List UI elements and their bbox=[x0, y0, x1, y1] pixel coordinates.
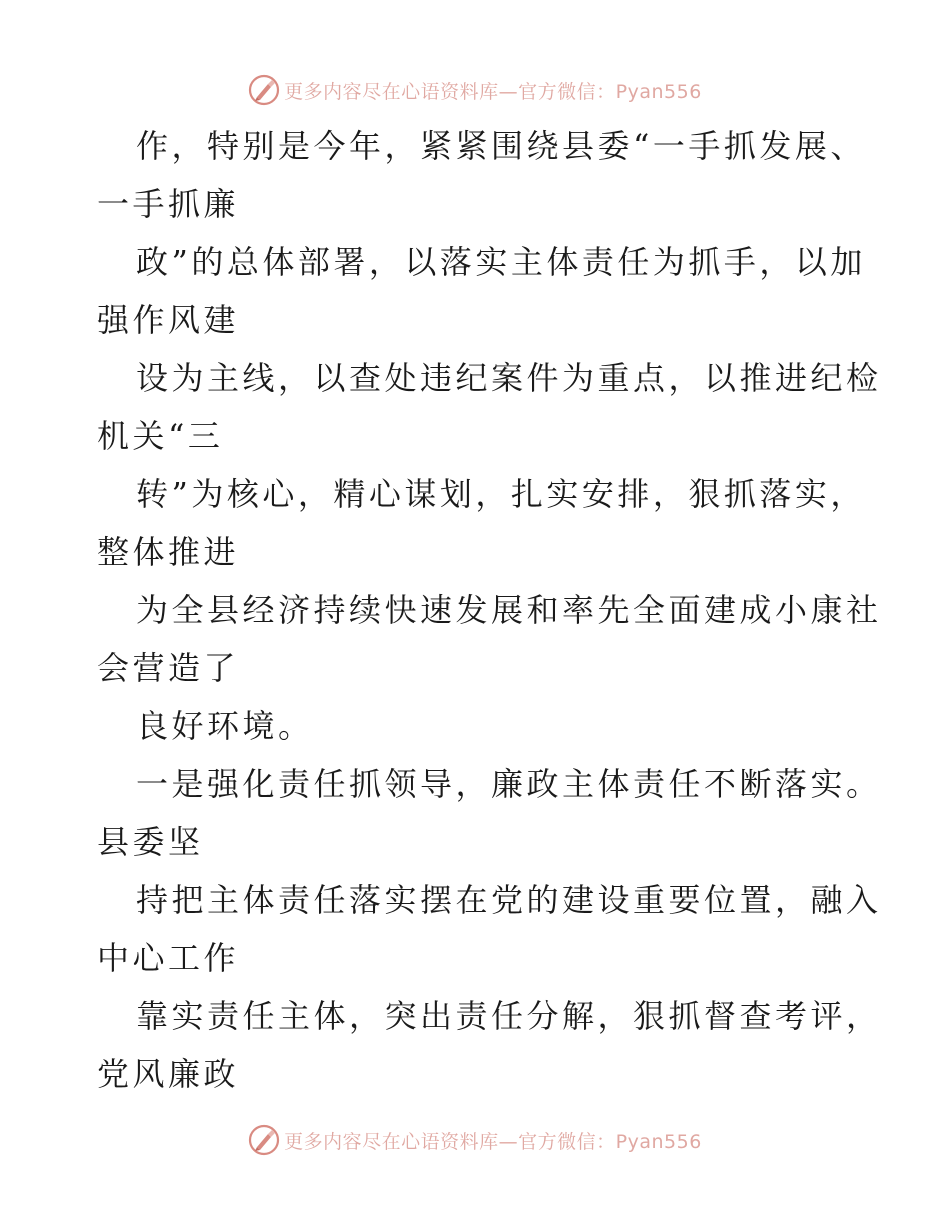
text-line: 整体推进 bbox=[97, 533, 240, 571]
text-line: 设为主线，以查处违纪案件为重点，以推进纪检 bbox=[136, 359, 882, 397]
text-line: 一手抓廉 bbox=[97, 185, 240, 223]
text-line: 强作风建 bbox=[97, 301, 240, 339]
footer-watermark bbox=[0, 1120, 950, 1160]
text-line: 政”的总体部署，以落实主体责任为抓手，以加 bbox=[136, 243, 866, 281]
text-line: 县委坚 bbox=[97, 823, 204, 861]
text-line: 靠实责任主体，突出责任分解，狠抓督查考评， bbox=[136, 997, 882, 1035]
header-watermark bbox=[0, 70, 950, 110]
text-line: 为全县经济持续快速发展和率先全面建成小康社 bbox=[136, 591, 882, 629]
watermark-text: 更多内容尽在心语资料库—官方微信：Pyan556 bbox=[284, 80, 702, 103]
text-line: 持把主体责任落实摆在党的建设重要位置，融入 bbox=[136, 881, 882, 919]
text-line: 良好环境。 bbox=[136, 707, 314, 745]
text-line: 党风廉政 bbox=[97, 1055, 240, 1093]
pen-logo-icon bbox=[248, 74, 280, 106]
pen-logo-icon bbox=[248, 1124, 280, 1156]
text-line: 一是强化责任抓领导，廉政主体责任不断落实。 bbox=[136, 765, 882, 803]
text-line: 会营造了 bbox=[97, 649, 240, 687]
text-line: 中心工作 bbox=[97, 939, 240, 977]
watermark-text: 更多内容尽在心语资料库—官方微信：Pyan556 bbox=[284, 1130, 702, 1153]
text-line: 转”为核心，精心谋划，扎实安排，狠抓落实， bbox=[136, 475, 866, 513]
text-line: 作，特别是今年，紧紧围绕县委“一手抓发展、 bbox=[136, 127, 866, 165]
text-line: 机关“三 bbox=[97, 417, 224, 455]
